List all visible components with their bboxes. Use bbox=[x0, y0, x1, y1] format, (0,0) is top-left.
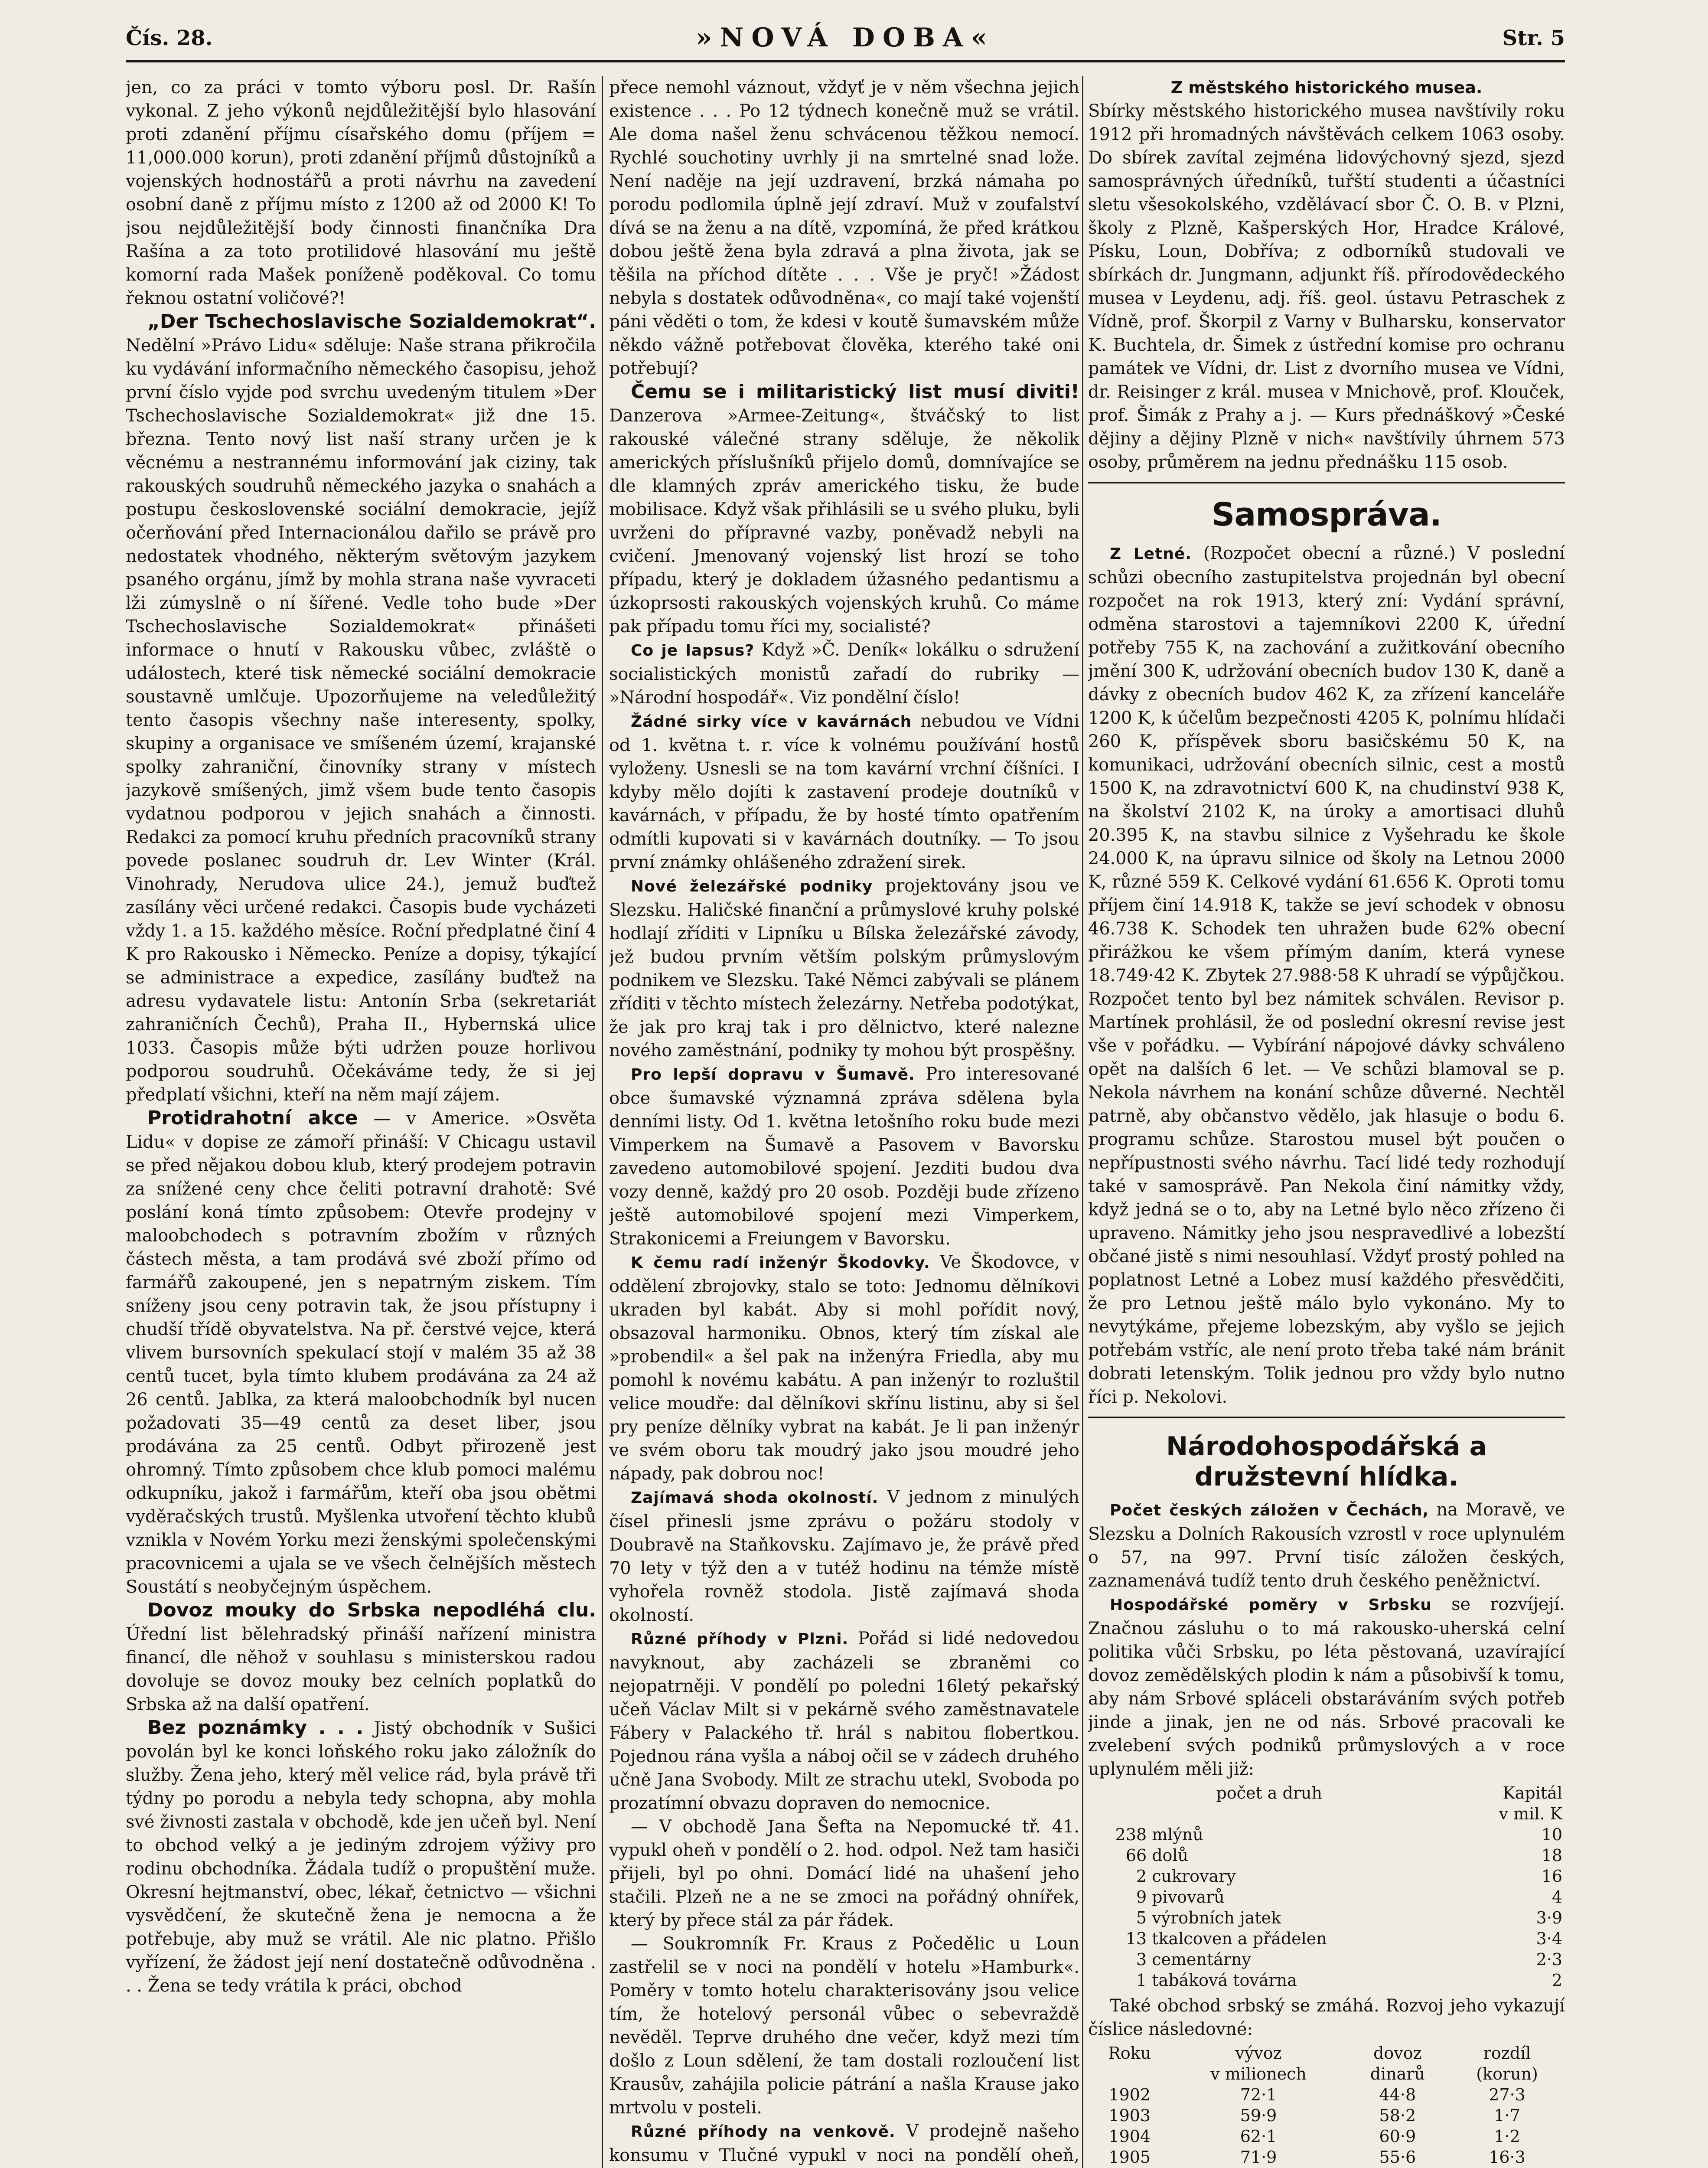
table-header: v mil. K bbox=[1499, 1804, 1562, 1823]
table-cell: 2 bbox=[1552, 1971, 1562, 1990]
newspaper-title: »NOVÁ DOBA« bbox=[696, 23, 995, 53]
article bbox=[126, 310, 596, 1107]
article bbox=[609, 874, 1079, 1062]
article-text: Sbírky městského historického musea navštívily roku 1912 při hromadných návštěvách celkem 1063 osoby. Do sbírek zavítal zejména lidovýchovný sjezd, sjezd samosprávných úředníků, tuřští studenti a účastníci sletu všesokolského, vzdělávací sbor Č. O. B. v Plzni, školy z Plzně, Kašperských Hor, Hradce Králové, Písku, Loun, Dobříva; z odborníků studovali ve sbírkách dr. Jungmann, adjunkt říš. přírodovědeckého musea v Leydenu, adj. říš. geol. ústavu Petraschek z Vídně, prof. Škorpil z Varny v Bulharsku, konservator K. Buchtela, dr. Šimek z ústřední komise pro ochranu památek ve Vídni, dr. List z dvorního musea ve Vídni, dr. Reisinger z král. musea v Mnichově, prof. Klouček, prof. Šimák z Prahy a j. — Kurs přednáškový »České dějiny a dějiny Plzně v nich« navštívily úhrnem 573 osoby, průměrem na jednu přednášku 115 osob. bbox=[1088, 101, 1565, 472]
issue-number: Čís. 28. bbox=[126, 26, 213, 50]
table-row bbox=[1088, 1824, 1565, 1845]
table-body bbox=[1088, 2084, 1565, 2168]
table-cell: pivovarů bbox=[1152, 1887, 1225, 1907]
article bbox=[126, 1716, 596, 1998]
table-cell: 71·9 bbox=[1240, 2148, 1277, 2167]
column-3 bbox=[1088, 76, 1565, 2168]
article-heading: Protidrahotní akce bbox=[147, 1107, 358, 1129]
table-cell: 13 bbox=[1125, 1929, 1147, 1948]
table-cell: tabáková továrna bbox=[1152, 1971, 1297, 1990]
column-rule-1 bbox=[602, 76, 603, 2168]
article-text: Když »Č. Deník« lokálku o sdružení socialistických monistů zařadí do rubriky — »Národní hospodář«. Viz pondělní číslo! bbox=[609, 640, 1079, 708]
article-heading: Různé příhody v Plzni. bbox=[631, 1630, 849, 1648]
table-cell: 58·2 bbox=[1379, 2106, 1416, 2125]
table-cell: mlýnů bbox=[1152, 1825, 1203, 1844]
article bbox=[609, 1062, 1079, 1251]
table-cell: 2·3 bbox=[1536, 1950, 1562, 1969]
table-cell: 62·1 bbox=[1240, 2127, 1277, 2146]
article-text: na Moravě, ve Slezsku a Dolních Rakousích vzrostl v roce uplynulém o 57, na 997. První tisíc záložen českých, zaznamenává tudíž tento druh českého peněžnictví. bbox=[1088, 1500, 1565, 1591]
table-row bbox=[1088, 1907, 1565, 1928]
article-heading: Co je lapsus? bbox=[631, 642, 755, 660]
article-heading: Žádné sirky více v kavárnách bbox=[631, 713, 912, 731]
article-subheading: (Rozpočet obecní a různé.) bbox=[1203, 543, 1456, 563]
table-cell: 16 bbox=[1541, 1867, 1562, 1886]
article-heading: Dovoz mouky do Srbska nepodléhá clu. bbox=[147, 1599, 596, 1621]
article bbox=[609, 709, 1079, 874]
table-header: dinarů bbox=[1370, 2064, 1425, 2083]
article bbox=[609, 638, 1079, 709]
table-cell: cementárny bbox=[1152, 1950, 1251, 1969]
table-header: v milionech bbox=[1210, 2064, 1307, 2083]
table-cell: tkalcoven a přádelen bbox=[1152, 1929, 1327, 1948]
column-rule-2 bbox=[1082, 76, 1083, 2168]
table-row bbox=[1088, 1866, 1565, 1887]
table-row bbox=[1088, 2084, 1565, 2105]
table-cell: 16·3 bbox=[1489, 2148, 1525, 2167]
article-heading: Z městského historického musea. bbox=[1170, 78, 1483, 97]
table-cell: 1902 bbox=[1108, 2085, 1151, 2104]
table-header: (korun) bbox=[1476, 2064, 1538, 2083]
table-cell: 60·9 bbox=[1379, 2127, 1416, 2146]
table-row bbox=[1088, 1845, 1565, 1866]
table-cell: 5 bbox=[1136, 1908, 1147, 1927]
trade-table bbox=[1088, 2043, 1565, 2168]
article bbox=[1088, 542, 1565, 1409]
table-row bbox=[1088, 1949, 1565, 1970]
section-title-economy: Národohospodářská a družstevní hlídka. bbox=[1166, 1431, 1487, 1492]
table-cell: 1·7 bbox=[1494, 2106, 1520, 2125]
article-text: V jednom z minulých čísel přinesli jsme zprávu o požáru stodoly v Doubravě na Staňkovsku. Zajímavo je, že právě před 70 lety v týž den a v tutéž hodinu na témže místě vyhořela rovněž stodola. Jistě zajímavá shoda okolností. bbox=[609, 1487, 1079, 1625]
article-text: — Soukromník Fr. Kraus z Počedělic u Loun zastřelil se v noci na pondělí v hotelu »Hamburk«. Poměry v tomto hotelu charakterisovány jsou velice tím, že hotelový personál vůbec o sebevraždě nevěděl. Teprve druhého dne večer, když mezi tím došlo z Loun sdělení, že tam dostali rozloučení list Krausův, zahájila policie pátrání a našla Krause jako mrtvolu v posteli. bbox=[609, 1934, 1079, 2118]
article-text: Pro interesované obce šumavské významná zpráva sdělena byla denními listy. Od 1. května letošního roku bude mezi Vimperkem na Šumavě a Pasovem v Bavorsku zavedeno automobilové spojení. Jezditi budou dva vozy denně, každý pro 20 osob. Později bude zřízeno ještě automobilové spojení mezi Vimperkem, Strakonicemi a Freiungem v Bavorsku. bbox=[609, 1064, 1079, 1249]
article bbox=[609, 380, 1079, 638]
table-cell: 2 bbox=[1136, 1867, 1147, 1886]
article-heading: Nové železářské podniky bbox=[631, 878, 873, 895]
article-text: Jistý obchodník v Sušici povolán byl ke konci loňského roku jako záložník do služby. Žena jeho, který měl velice rád, byla právě tři týdny po porodu a nebyla tedy schopna, aby mohla své živnosti zastala v obchodě, kde jen učeň byl. Není to obchod velký a je jediným zdrojem výživy pro rodinu obchodníka. Žádala tudíž o propuštění muže. Okresní hejtmanství, obec, lékař, četnictvo — všichni vysvědčení, že skutečně žena je nemocna a že potřebuje, aby muž se vrátil. Ale nic platno. Přišlo vyřízení, že žádost její není dostatečně odůvodněna . . . Žena se tedy vrátila k práci, obchod bbox=[126, 1718, 596, 1996]
table-row bbox=[1088, 2147, 1565, 2168]
table-cell: 1 bbox=[1136, 1971, 1147, 1990]
table-header: Kapitál bbox=[1503, 1783, 1562, 1802]
article-heading: Různé příhody na venkově. bbox=[631, 2123, 896, 2141]
article-heading: Pro lepší dopravu v Šumavě. bbox=[631, 1066, 915, 1084]
table-cell: 3 bbox=[1136, 1950, 1147, 1969]
article bbox=[609, 1251, 1079, 1486]
article bbox=[126, 1599, 596, 1716]
article-text: V poslední schůzi obecního zastupitelstva projednán byl obecní rozpočet na rok 1913, který zní: Vydání správní, odměna starostovi a tajemníkovi 2200 K, úřední potřeby 755 K, na zachování a zužitkování obecního jmění 300 K, udržování obecních budov 130 K, daně a dávky z obecních budov 462 K, za zřízení kanceláře 1200 K, k účelům bezpečnosti 4205 K, polnímu hlídači 260 K, příspěvek sboru basičskému 50 K, na komunikaci, udržování obecních silnic, cest a mostů 1500 K, na zdravotnictví 600 K, na chudinství 938 K, na školství 2102 K, na úroky a amortisaci dluhů 20.395 K, na stavbu silnice z Vyšehradu ke škole 24.000 K, na úpravu silnice od školy na Letnou 2000 K, různé 559 K. Celkové vydání 61.656 K. Oproti tomu příjem činí 14.918 K, takže se jeví schodek v obnosu 46.738 K. Schodek ten uhražen bude 62% obecní přirážkou ke všem přímým daním, která vynese 18.749·42 K. Zbytek 27.988·58 K uhradí se výpůjčkou. Rozpočet tento byl bez námitek schválen. Revisor p. Martínek prohlásil, že od poslední okresní revise jest vše v pořádku. — Vybírání nápojové dávky schváleno opět na dalších 6 let. — Ve schůzi blamoval se p. Nekola návrhem na konání schůze důverné. Nechtěl patrně, aby občanstvo vědělo, jak hlasuje o bodu 6. programu schůze. Starostou musel být poučen o nepřípustnosti svého návrhu. Tací lidé tedy rozhodují také v samosprávě. Pan Nekola činí námitky vždy, když jedná se o to, aby na Letné bylo něco zřízeno či upraveno. Námitky jeho jsou nespravedlivé a lobezští občané jistě s nimi nesouhlasí. Vždyť prostý pohled na poplatnost Letné a Lobez musí každého přesvědčiti, že pro Letnou ještě málo bylo vykonáno. My to nevytýkáme, přejeme lobezským, aby vyšlo se jejich potřebám vstříc, ale není proto třeba také nám bránit dobrati letenským. Tolik jednou pro vždy bylo nutno říci p. Nekolovi. bbox=[1088, 543, 1565, 1407]
table-header: vývoz bbox=[1235, 2044, 1282, 2063]
industry-table bbox=[1088, 1783, 1565, 1991]
article-text: — v Americe. »Osvěta Lidu« v dopise ze zámoří přináší: V Chicagu ustavil se před nějakou dobou klub, který prodejem potravin za snížené ceny chce čeliti potravní drahotě: Své poslání koná tímto způsobem: Otevře prodejny v maloobchodech s potravním zbožím v různých částech města, a tam prodává své zboží přímo od farmářů zakoupené, jen s nepatrným ziskem. Tím sníženy jsou ceny potravin tak, že jsou přístupny i chudší třídě obyvatelstva. Na př. čerstvé vejce, která vlivem bursovních spekulací stojí v malém 35 až 38 centů tucet, byla tímto klubem prodávána za 24 až 26 centů. Jablka, za která maloobchodník byl nucen požadovati 35—49 centů za deset liber, jsou prodávána za 25 centů. Odbyt přirozeně jest ohromný. Tímto způsobem chce klub pomoci malému odkupníku, jakož i farmářům, kteří oba jsou obětmi vyděračských trustů. Myšlenka utvoření těchto klubů vznikla v Novém Yorku mezi ženskými společenskými pracovnicemi a ujala se ve všech čelnějších městech Soustátí s neobyčejným úspěchem. bbox=[126, 1109, 596, 1597]
table-row bbox=[1088, 2126, 1565, 2147]
table-header: počet a druh bbox=[1216, 1783, 1322, 1802]
article-text: Také obchod srbský se zmáhá. Rozvoj jeho vykazují číslice následovné: bbox=[1088, 1996, 1565, 2039]
article-text: Ve Škodovce, v oddělení zbrojovky, stalo se toto: Jednomu dělníkovi ukraden byl kabát. Aby si mohl pořídit nový, obsazoval harmoniku. Obnos, který tím získal ale »probendil« a šel pak na inženýra Friedla, aby mu pomohl k novému kabátu. A pan inženýr to rozluštil velice moudře: dal dělníkovi skřínu listinu, aby si šel pry peníze dělníky vybrat na kabát. Je li pan inženýr ve svém oboru tak moudrý jako jsou moudré jeho nápady, pak dobrou noc! bbox=[609, 1252, 1079, 1484]
table-cell: cukrovary bbox=[1152, 1867, 1236, 1886]
article-heading: Bez poznámky . . . bbox=[147, 1717, 364, 1739]
article-heading: Hospodářské poměry v Srbsku bbox=[1110, 1596, 1432, 1614]
table-cell: 59·9 bbox=[1240, 2106, 1277, 2125]
page-number: Str. 5 bbox=[1502, 26, 1565, 50]
table-cell: výrobních jatek bbox=[1152, 1908, 1281, 1927]
table-cell: 27·3 bbox=[1489, 2085, 1525, 2104]
table-row bbox=[1088, 1887, 1565, 1907]
article-text: přece nemohl váznout, vždyť je v něm všechna jejich existence . . . Po 12 týdnech konečně muž se vrátil. Ale doma našel ženu schvácenou těžkou nemocí. Rychlé souchotiny uvrhly ji na smrtelné snad lože. Není naděje na její uzdravení, brzká námaha po porodu podlomila úplně její zdraví. Muž v zoufalství dívá se na ženu a na dítě, vzpomíná, že před krátkou dobou ještě žena byla zdravá a plna života, jak se těšila na příchod dítěte . . . Vše je pryč! »Žádost nebyla s dostatek odůvodněna«, co mají také vojenští páni věděti o tom, že kdesi v koutě šumavském může někdo vážně potřebovat člověka, kterého také oni potřebují? bbox=[609, 78, 1079, 379]
table-cell: 55·6 bbox=[1379, 2148, 1416, 2167]
section-divider bbox=[1088, 482, 1565, 483]
table-cell: 9 bbox=[1136, 1887, 1147, 1907]
column-2 bbox=[609, 76, 1079, 2168]
table-cell: 72·1 bbox=[1240, 2085, 1277, 2104]
table-cell: 3·9 bbox=[1536, 1908, 1562, 1927]
article-text: V prodejně našeho konsumu v Tlučné vypukl v noci na pondělí oheň, bbox=[609, 2121, 1079, 2165]
article-heading: Počet českých záložen v Čechách, bbox=[1110, 1502, 1429, 1519]
table-cell: dolů bbox=[1152, 1846, 1189, 1865]
table-body bbox=[1088, 1824, 1565, 1991]
table-cell: 10 bbox=[1541, 1825, 1562, 1844]
article bbox=[126, 1107, 596, 1599]
section-divider bbox=[1088, 1417, 1565, 1418]
table-header: dovoz bbox=[1373, 2044, 1422, 2063]
article-heading: K čemu radí inženýr Škodovky. bbox=[631, 1254, 930, 1272]
article-text: Pořád si lidé nedovedou navyknout, aby zacházeli se zbraněmi co nejopatrněji. V pondělí po poledni 16letý pekařský učeň Václav Milt si v pekárně svého zaměstnavatele Fábery v Palackého tř. hrál s nabitou flobertkou. Pojednou rána vyšla a náboj očil se v zádech druhého učně Jana Svobody. Milt ze strachu utekl, Svoboda po prozatímní obvazu dopraven do nemocnice. bbox=[609, 1629, 1079, 1813]
section-title-samosprava: Samospráva. bbox=[1212, 496, 1441, 533]
table-row bbox=[1088, 2105, 1565, 2126]
article-heading: Čemu se i militaristický list musí diviti! bbox=[631, 381, 1079, 403]
table-row bbox=[1088, 1928, 1565, 1949]
page-header bbox=[126, 23, 1565, 62]
article-text: Danzerova »Armee-Zeitung«, štváčský to list rakouské válečné strany sděluje, že několik amerických příslušníků přijelo domů, domnívajíce se dle klamných zpráv amerického tisku, že bude mobilisace. Když však přihlásili se u svého pluku, byli uvrženi do přípravné vazby, poněvadž nebyli na cvičení. Jmenovaný vojenský list hrozí se toho případu, který je dokladem úžasného pedantismu a úzkoprsosti rakouských vojenských kruhů. Co máme pak případu tomu říci my, socialisté? bbox=[609, 406, 1079, 637]
article-text: Nedělní »Právo Lidu« sděluje: Naše strana přikročila ku vydávání informačního německého časopisu, jehož první číslo vyjde pod svrchu uvedeným titulem »Der Tschechoslavische Sozialdemokrat« již dne 15. března. Tento nový list naší strany určen je k věcnému a nestrannému informování jak ciziny, tak rakouských soudruhů německého jazyka o snahách a postupu československé sociální demokracie, jejíž očerňování před Internacionálou dařilo se právě pro nedostatek vhodného, některým světovým jazykem psaného orgánu, jímž by mohla strana naše vyvraceti lži zúmyslně o ní šířené. Vedle toho bude »Der Tschechoslavische Sozialdemokrat« přinášeti informace o hnutí v Rakousku vůbec, zvláště o událostech, které tisk německé sociální demokracie soustavně umlčuje. Upozorňujeme na veledůležitý tento časopis všechny naše interesenty, spolky, skupiny a organisace ve smíšeném území, krajanské spolky zahraniční, činovníky strany v místech jazykově smíšených, jimž všem bude tento časopis vydatnou podporou v jejich snahách a činnosti. Redakci za pomocí kruhu předních pracovníků strany povede poslanec soudruh dr. Lev Winter (Král. Vinohrady, Nerudova ulice 24.), jemuž buďtež zasílány věci určené redakci. Časopis bude vycházeti vždy 1. a 15. každého měsíce. Roční předplatné činí 4 K pro Rakousko i Německo. Peníze a dopisy, týkající se administrace a expedice, zasílány buďtež na adresu vydavatele listu: Antonín Srba (sekretariát zahraničních Čechů), Praha II., Hybernská ulice 1033. Časopis může býti udržen pouze horlivou podporou soudruhů. Očekáváme tedy, že si jej předplatí všichni, kteří na něm mají zájem. bbox=[126, 336, 596, 1105]
table-cell: 4 bbox=[1552, 1887, 1562, 1907]
table-cell: 3·4 bbox=[1536, 1929, 1562, 1948]
article-heading: Z Letné. bbox=[1110, 545, 1192, 563]
table-cell: 18 bbox=[1541, 1846, 1562, 1865]
article-text: — V obchodě Jana Šefta na Nepomucké tř. 41. vypukl oheň v pondělí o 2. hod. odpol. Než tam hasiči přijeli, byl po ohni. Domácí lidé na uhašení jeho stačili. Plzeň ne a ne se zmoci na pořádný ohnířek, který by přece stál za pár řádek. bbox=[609, 1817, 1079, 1930]
table-cell: 238 bbox=[1115, 1825, 1147, 1844]
table-cell: 44·8 bbox=[1379, 2085, 1416, 2104]
article bbox=[1088, 1593, 1565, 1781]
article-text: Úřední list bělehradský přináší nařízení ministra financí, dle něhož v souhlasu s ministerskou radou dovoluje se dovoz mouky bez celních poplatků do Srbska až na další opatření. bbox=[126, 1624, 596, 1714]
article bbox=[1088, 1498, 1565, 1593]
table-cell: 1905 bbox=[1108, 2148, 1151, 2167]
article-heading: Zajímavá shoda okolností. bbox=[631, 1489, 879, 1507]
table-header: rozdíl bbox=[1483, 2044, 1531, 2063]
article bbox=[609, 1486, 1079, 1627]
table-cell: 1·2 bbox=[1494, 2127, 1520, 2146]
table-cell: 1903 bbox=[1108, 2106, 1151, 2125]
article-heading: „Der Tschechoslavische Sozialdemokrat“. bbox=[147, 310, 596, 333]
article bbox=[609, 1627, 1079, 1815]
table-header: Roku bbox=[1108, 2044, 1151, 2063]
article-text: se rozvíjejí. Značnou zásluhu o to má rakousko-uherská celní politika vůči Srbsku, po léta pěstovaná, uzavírající dovoz zemědělských plodin k nám a působivší k tomu, aby nám Srbové spláceli obstaráváním svých potřeb jinde a jinak, jen ne od nás. Srbové pracovali ke zvelebení svých podniků průmyslových a v roce uplynulém měli již: bbox=[1088, 1594, 1565, 1779]
table-cell: 66 bbox=[1125, 1846, 1147, 1865]
article-text: projektovány jsou ve Slezsku. Haličské finanční a průmyslové kruhy polské hodlají zříditi v Lipníku u Bílska železářské závody, jež budou prvním větším polským průmyslovým podnikem ve Slezsku. Také Němci zabývali se plánem zříditi v těchto místech železárny. Netřeba podotýkat, že jak pro kraj tak i pro dělnictvo, které nalezne nového zaměstnání, podniky ty mohou být prospěšny. bbox=[609, 876, 1079, 1061]
table-cell: 1904 bbox=[1108, 2127, 1151, 2146]
table-row bbox=[1088, 1970, 1565, 1991]
article bbox=[609, 2119, 1079, 2168]
article-text: jen, co za práci v tomto výboru posl. Dr. Rašín vykonal. Z jeho výkonů nejdůležitější bylo hlasování proti zdanění příjmu císařského domu (příjem = 11,000.000 korun), proti zdanění příjmů důstojníků a vojenských hodnostářů a proti návrhu na zavedení osobní daně z příjmu místo z 1200 až od 2000 K! To jsou nejdůležitější body činnosti finančníka Dra Rašína a za toto protilidové hlasování mu ještě komorní rada Mašek poníženě poděkoval. Co tomu řeknou ostatní voličové?! bbox=[126, 78, 596, 308]
article-text: nebudou ve Vídni od 1. května t. r. více k volnému používání hostů vyloženy. Usnesli se na tom kavární vrchní číšníci. I kdyby mělo dojíti k zastavení prodeje doutníků v kavárnách, v případu, že by hosté tímto opatřením odmítli kupovati si v kavárnách doutníky. — To jsou první známky ohlášeného zdražení sirek. bbox=[609, 711, 1079, 872]
column-1 bbox=[126, 76, 596, 2168]
